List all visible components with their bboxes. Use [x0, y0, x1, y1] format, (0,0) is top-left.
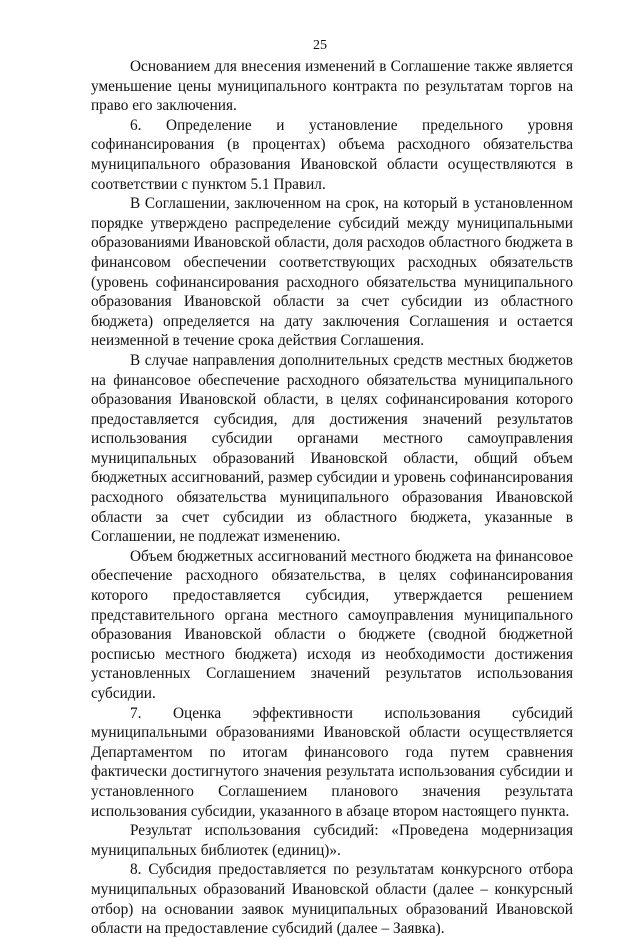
paragraph-8-competitive-selection: 8. Субсидия предоставляется по результатам конкурсного отбора муниципальных образований Ивановской области (далее – конкурсный отбор) на основании заявок муниципальных образований Ивановской области на предоставление субсидий (далее – Заявка). [91, 861, 573, 938]
paragraph-contract-price-reduction: Основанием для внесения изменений в Соглашение также является уменьшение цены муниципального контракта по результатам торгов на право его заключения. [91, 58, 573, 115]
paragraph-subsidy-result: Результат использования субсидий: «Проведена модернизация муниципальных библиотек (единиц)». [91, 822, 573, 859]
paragraph-additional-local-funds: В случае направления дополнительных средств местных бюджетов на финансовое обеспечение расходного обязательства муниципального образования Ивановской области, в целях софинансирования которого предоставляется субсидия, для достижения значений результатов использования субсидии органами местного самоуправления муниципальных образований Ивановской области, общий объем бюджетных ассигнований, размер субсидии и уровень софинансирования расходного обязательства муниципального образования Ивановской области за счет субсидии из областного бюджета, указанные в Соглашении, не подлежат изменению. [91, 351, 573, 546]
paragraph-regional-budget-share: В Соглашении, заключенном на срок, на который в установленном порядке утверждено распределение субсидий между муниципальными образованиями Ивановской области, доля расходов областного бюджета в финансовом обеспечении соответствующих расходных обязательств (уровень софинансирования расходного обязательства муниципального образования Ивановской области за счет субсидии из областного бюджета) определяется на дату заключения Соглашения и остается неизменной в течение срока действия Соглашения. [91, 195, 573, 350]
page-number: 25 [313, 38, 327, 53]
paragraph-local-budget-allocations: Объем бюджетных ассигнований местного бюджета на финансовое обеспечение расходного обязательства, в целях софинансирования которого предоставляется субсидия, утверждается решением представительного органа местного самоуправления муниципального образования Ивановской области о бюджете (сводной бюджетной росписью местного бюджета) исходя из необходимости достижения установленных Соглашением значений результатов использования субсидии. [91, 547, 573, 702]
paragraph-6-cofinancing-level: 6. Определение и установление предельного уровня софинансирования (в процентах) объема расходного обязательства муниципального образования Ивановской области осуществляются в соответствии с пунктом 5.1 Правил. [91, 116, 573, 193]
document-body [91, 57, 573, 939]
paragraph-7-efficiency-assessment: 7. Оценка эффективности использования субсидий муниципальными образованиями Ивановской области осуществляется Департаментом по итогам финансового года путем сравнения фактически достигнутого значения результата использования субсидии и установленного Соглашением планового значения результата использования субсидии, указанного в абзаце втором настоящего пункта. [91, 704, 573, 820]
